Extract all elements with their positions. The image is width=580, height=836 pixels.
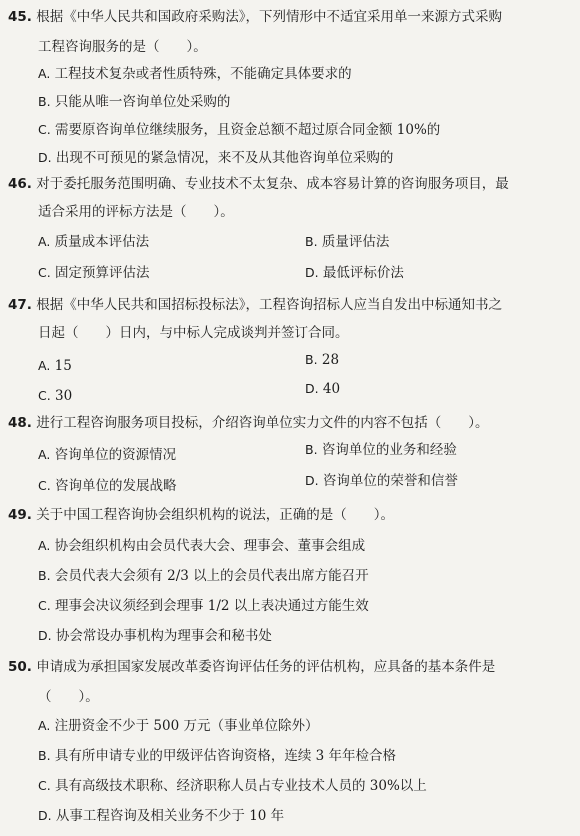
- option-letter: A.: [38, 234, 51, 249]
- option-a: [38, 233, 149, 251]
- option-letter: C.: [38, 388, 51, 403]
- option-letter: B.: [38, 568, 51, 583]
- option-b: [38, 567, 369, 585]
- question-stem-line-1: [8, 414, 488, 432]
- option-text: 注册资金不少于 500 万元（事业单位除外）: [54, 718, 319, 734]
- option-text: 质量评估法: [321, 234, 390, 250]
- option-b: [305, 233, 389, 251]
- option-letter: B.: [305, 352, 318, 367]
- question-stem-line-1: [8, 8, 502, 26]
- question-stem-line-2: [38, 38, 207, 56]
- question-stem-line-1: [8, 658, 495, 676]
- option-text: 工程技术复杂或者性质特殊，不能确定具体要求的: [54, 66, 352, 82]
- option-c: [38, 387, 72, 405]
- option-d: [305, 264, 404, 282]
- option-b: [305, 441, 457, 459]
- option-text: 咨询单位的业务和经验: [321, 442, 457, 458]
- option-b: [305, 351, 339, 369]
- option-c: [38, 477, 177, 495]
- option-letter: A.: [38, 718, 51, 733]
- question-stem-line-2: [38, 203, 234, 221]
- question-number: 45.: [8, 9, 32, 25]
- option-letter: B.: [305, 442, 318, 457]
- option-d: [305, 472, 458, 490]
- option-letter: D.: [38, 628, 52, 643]
- option-text: 协会组织机构由会员代表大会、理事会、董事会组成: [54, 538, 366, 554]
- option-letter: D.: [38, 150, 52, 165]
- question-stem-text: 日起（ ）日内，与中标人完成谈判并签订合同。: [38, 325, 349, 341]
- question-stem-text: 关于中国工程咨询协会组织机构的说法，正确的是（ ）。: [36, 507, 394, 523]
- option-letter: B.: [305, 234, 318, 249]
- question-number: 50.: [8, 659, 32, 675]
- option-c: [38, 121, 440, 139]
- option-letter: B.: [38, 748, 51, 763]
- option-letter: A.: [38, 447, 51, 462]
- question-stem-line-1: [8, 175, 509, 193]
- option-text: 需要原咨询单位继续服务，且资金总额不超过原合同金额 10%的: [55, 122, 441, 138]
- question-number: 48.: [8, 415, 32, 431]
- option-text: 15: [54, 358, 72, 374]
- option-letter: C.: [38, 122, 51, 137]
- option-letter: A.: [38, 66, 51, 81]
- question-stem-line-1: [8, 296, 502, 314]
- option-a: [38, 65, 352, 83]
- option-text: 出现不可预见的紧急情况，来不及从其他咨询单位采购的: [55, 150, 394, 166]
- option-text: 固定预算评估法: [55, 265, 150, 281]
- option-b: [38, 93, 230, 111]
- question-number: 49.: [8, 507, 32, 523]
- option-letter: C.: [38, 265, 51, 280]
- question-stem-text: 适合采用的评标方法是（ ）。: [38, 204, 234, 220]
- option-letter: D.: [305, 381, 319, 396]
- option-a: [38, 537, 365, 555]
- option-letter: C.: [38, 598, 51, 613]
- question-stem-text: 根据《中华人民共和国政府采购法》，下列情形中不适宜采用单一来源方式采购: [36, 9, 502, 25]
- option-text: 咨询单位的发展战略: [55, 478, 177, 494]
- option-c: [38, 264, 150, 282]
- option-text: 最低评标价法: [322, 265, 404, 281]
- option-letter: D.: [38, 808, 52, 823]
- option-text: 具有所申请专业的甲级评估咨询资格，连续 3 年年检合格: [54, 748, 397, 764]
- option-a: [38, 446, 176, 464]
- option-text: 30: [55, 388, 73, 404]
- option-text: 咨询单位的荣誉和信誉: [322, 473, 458, 489]
- option-c: [38, 597, 369, 615]
- question-stem-line-2: [38, 324, 349, 342]
- option-b: [38, 747, 396, 765]
- option-letter: B.: [38, 94, 51, 109]
- option-text: 只能从唯一咨询单位处采购的: [54, 94, 231, 110]
- option-d: [38, 807, 284, 825]
- option-a: [38, 357, 72, 375]
- option-text: 咨询单位的资源情况: [54, 447, 177, 463]
- option-text: 从事工程咨询及相关业务不少于 10 年: [55, 808, 285, 824]
- option-letter: C.: [38, 778, 51, 793]
- question-number: 47.: [8, 297, 32, 313]
- option-d: [38, 149, 393, 167]
- option-text: 具有高级技术职称、经济职称人员占专业技术人员的 30%以上: [55, 778, 427, 794]
- question-stem-text: 对于委托服务范围明确、专业技术不太复杂、成本容易计算的咨询服务项目，最: [36, 176, 509, 192]
- option-text: 理事会决议须经到会理事 1/2 以上表决通过方能生效: [55, 598, 369, 614]
- option-text: 协会常设办事机构为理事会和秘书处: [55, 628, 272, 644]
- question-stem-line-2: [38, 688, 99, 706]
- option-letter: D.: [305, 473, 319, 488]
- option-text: 会员代表大会须有 2/3 以上的会员代表出席方能召开: [54, 568, 369, 584]
- option-d: [305, 380, 340, 398]
- option-d: [38, 627, 272, 645]
- question-stem-line-1: [8, 506, 394, 524]
- question-stem-text: 进行工程咨询服务项目投标，介绍咨询单位实力文件的内容不包括（ ）。: [36, 415, 489, 431]
- option-c: [38, 777, 427, 795]
- option-a: [38, 717, 318, 735]
- option-text: 28: [321, 352, 340, 368]
- option-letter: D.: [305, 265, 319, 280]
- question-stem-text: 工程咨询服务的是（ ）。: [38, 39, 207, 55]
- question-number: 46.: [8, 176, 32, 192]
- option-letter: A.: [38, 358, 51, 373]
- question-stem-text: 根据《中华人民共和国招标投标法》，工程咨询招标人应当自发出中标通知书之: [36, 297, 502, 313]
- question-stem-text: （ ）。: [38, 689, 99, 705]
- option-letter: A.: [38, 538, 51, 553]
- question-stem-text: 申请成为承担国家发展改革委咨询评估任务的评估机构，应具备的基本条件是: [36, 659, 496, 675]
- option-text: 40: [322, 381, 341, 397]
- option-letter: C.: [38, 478, 51, 493]
- option-text: 质量成本评估法: [54, 234, 150, 250]
